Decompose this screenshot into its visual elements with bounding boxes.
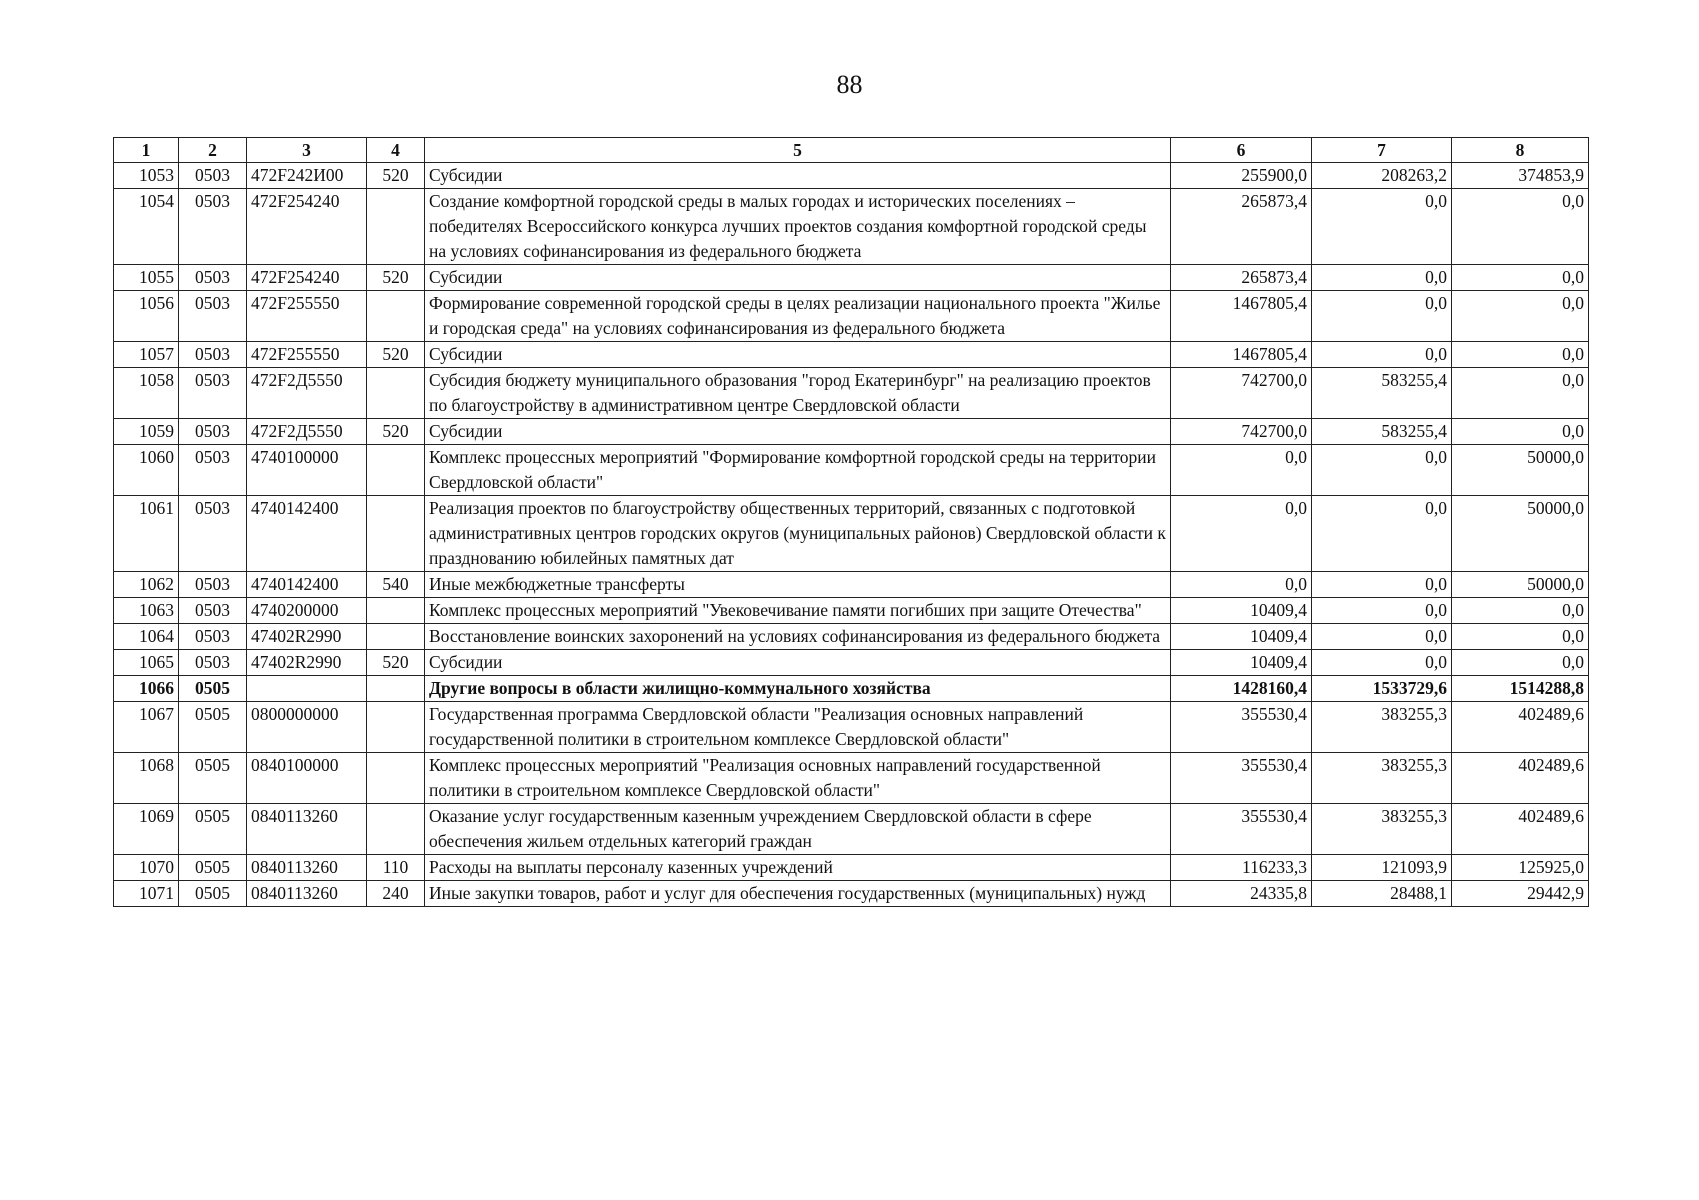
amount-cell-6: 355530,4 <box>1171 804 1312 855</box>
table-row <box>114 368 1589 419</box>
item-name-cell: Реализация проектов по благоустройству общественных территорий, связанных с подготовкой административных центров городских округов (муниципальных районов) Свердловской области к празднованию юбилейных памятных дат <box>425 496 1171 572</box>
amount-cell-8: 0,0 <box>1452 265 1589 291</box>
section-code-cell: 0505 <box>179 702 247 753</box>
row-number-cell: 1071 <box>114 881 179 907</box>
row-number-cell: 1058 <box>114 368 179 419</box>
budget-table <box>113 137 1589 907</box>
row-number-cell: 1067 <box>114 702 179 753</box>
row-number-cell: 1057 <box>114 342 179 368</box>
table-row <box>114 598 1589 624</box>
item-name-cell: Другие вопросы в области жилищно-коммунального хозяйства <box>425 676 1171 702</box>
section-code-cell: 0503 <box>179 650 247 676</box>
target-article-cell: 4740142400 <box>247 496 367 572</box>
amount-cell-6: 0,0 <box>1171 496 1312 572</box>
row-number-cell: 1059 <box>114 419 179 445</box>
amount-cell-6: 1467805,4 <box>1171 291 1312 342</box>
amount-cell-8: 0,0 <box>1452 189 1589 265</box>
section-code-cell: 0503 <box>179 189 247 265</box>
amount-cell-8: 50000,0 <box>1452 572 1589 598</box>
expense-type-cell: 520 <box>367 650 425 676</box>
row-number-cell: 1068 <box>114 753 179 804</box>
amount-cell-8: 0,0 <box>1452 419 1589 445</box>
table-row <box>114 291 1589 342</box>
expense-type-cell: 520 <box>367 163 425 189</box>
amount-cell-6: 355530,4 <box>1171 702 1312 753</box>
table-row <box>114 445 1589 496</box>
item-name-cell: Субсидии <box>425 650 1171 676</box>
table-body <box>114 163 1589 907</box>
amount-cell-8: 125925,0 <box>1452 855 1589 881</box>
table-row <box>114 624 1589 650</box>
amount-cell-8: 0,0 <box>1452 650 1589 676</box>
row-number-cell: 1055 <box>114 265 179 291</box>
amount-cell-8: 50000,0 <box>1452 445 1589 496</box>
expense-type-cell <box>367 189 425 265</box>
amount-cell-7: 583255,4 <box>1312 419 1452 445</box>
amount-cell-8: 402489,6 <box>1452 702 1589 753</box>
row-number-cell: 1064 <box>114 624 179 650</box>
amount-cell-6: 255900,0 <box>1171 163 1312 189</box>
row-number-cell: 1054 <box>114 189 179 265</box>
target-article-cell: 472F254240 <box>247 189 367 265</box>
expense-type-cell <box>367 496 425 572</box>
section-code-cell: 0505 <box>179 804 247 855</box>
target-article-cell: 47402R2990 <box>247 624 367 650</box>
column-header: 1 <box>114 138 179 163</box>
item-name-cell: Комплекс процессных мероприятий "Формирование комфортной городской среды на территории Свердловской области" <box>425 445 1171 496</box>
amount-cell-7: 0,0 <box>1312 342 1452 368</box>
item-name-cell: Создание комфортной городской среды в малых городах и исторических поселениях – победителях Всероссийского конкурса лучших проектов создания комфортной городской среды на условиях софинансирования из федерального бюджета <box>425 189 1171 265</box>
amount-cell-8: 1514288,8 <box>1452 676 1589 702</box>
amount-cell-7: 0,0 <box>1312 598 1452 624</box>
amount-cell-8: 0,0 <box>1452 598 1589 624</box>
expense-type-cell <box>367 445 425 496</box>
section-code-cell: 0503 <box>179 419 247 445</box>
amount-cell-8: 50000,0 <box>1452 496 1589 572</box>
item-name-cell: Иные межбюджетные трансферты <box>425 572 1171 598</box>
amount-cell-6: 10409,4 <box>1171 624 1312 650</box>
amount-cell-7: 0,0 <box>1312 496 1452 572</box>
expense-type-cell: 520 <box>367 342 425 368</box>
table-row <box>114 496 1589 572</box>
expense-type-cell <box>367 368 425 419</box>
section-code-cell: 0505 <box>179 881 247 907</box>
amount-cell-7: 0,0 <box>1312 624 1452 650</box>
target-article-cell: 0840113260 <box>247 804 367 855</box>
item-name-cell: Расходы на выплаты персоналу казенных учреждений <box>425 855 1171 881</box>
column-header: 5 <box>425 138 1171 163</box>
section-code-cell: 0503 <box>179 496 247 572</box>
section-code-cell: 0503 <box>179 163 247 189</box>
row-number-cell: 1056 <box>114 291 179 342</box>
row-number-cell: 1061 <box>114 496 179 572</box>
table-row <box>114 163 1589 189</box>
amount-cell-7: 583255,4 <box>1312 368 1452 419</box>
amount-cell-7: 0,0 <box>1312 265 1452 291</box>
table-row <box>114 342 1589 368</box>
amount-cell-6: 265873,4 <box>1171 265 1312 291</box>
table-row <box>114 572 1589 598</box>
table-row <box>114 265 1589 291</box>
target-article-cell: 47402R2990 <box>247 650 367 676</box>
target-article-cell: 0840100000 <box>247 753 367 804</box>
section-code-cell: 0503 <box>179 368 247 419</box>
row-number-cell: 1066 <box>114 676 179 702</box>
target-article-cell: 472F255550 <box>247 291 367 342</box>
expense-type-cell: 110 <box>367 855 425 881</box>
target-article-cell: 472F254240 <box>247 265 367 291</box>
amount-cell-6: 1467805,4 <box>1171 342 1312 368</box>
item-name-cell: Субсидии <box>425 163 1171 189</box>
expense-type-cell <box>367 291 425 342</box>
target-article-cell: 472F2Д5550 <box>247 419 367 445</box>
item-name-cell: Субсидии <box>425 419 1171 445</box>
column-header: 4 <box>367 138 425 163</box>
section-code-cell: 0505 <box>179 753 247 804</box>
table-row <box>114 702 1589 753</box>
amount-cell-7: 28488,1 <box>1312 881 1452 907</box>
expense-type-cell: 540 <box>367 572 425 598</box>
table-row <box>114 753 1589 804</box>
amount-cell-6: 265873,4 <box>1171 189 1312 265</box>
item-name-cell: Комплекс процессных мероприятий "Увековечивание памяти погибших при защите Отечества" <box>425 598 1171 624</box>
amount-cell-7: 383255,3 <box>1312 804 1452 855</box>
section-code-cell: 0505 <box>179 855 247 881</box>
target-article-cell: 4740100000 <box>247 445 367 496</box>
amount-cell-7: 383255,3 <box>1312 702 1452 753</box>
section-code-cell: 0503 <box>179 265 247 291</box>
section-code-cell: 0503 <box>179 445 247 496</box>
row-number-cell: 1070 <box>114 855 179 881</box>
target-article-cell: 472F242И00 <box>247 163 367 189</box>
section-code-cell: 0503 <box>179 342 247 368</box>
expense-type-cell <box>367 804 425 855</box>
row-number-cell: 1065 <box>114 650 179 676</box>
target-article-cell: 4740142400 <box>247 572 367 598</box>
row-number-cell: 1053 <box>114 163 179 189</box>
row-number-cell: 1060 <box>114 445 179 496</box>
amount-cell-8: 0,0 <box>1452 624 1589 650</box>
row-number-cell: 1062 <box>114 572 179 598</box>
amount-cell-8: 29442,9 <box>1452 881 1589 907</box>
column-header: 2 <box>179 138 247 163</box>
item-name-cell: Субсидия бюджету муниципального образования "город Екатеринбург" на реализацию проектов по благоустройству в административном центре Свердловской области <box>425 368 1171 419</box>
amount-cell-7: 0,0 <box>1312 445 1452 496</box>
column-header: 3 <box>247 138 367 163</box>
amount-cell-6: 24335,8 <box>1171 881 1312 907</box>
item-name-cell: Иные закупки товаров, работ и услуг для обеспечения государственных (муниципальных) нужд <box>425 881 1171 907</box>
amount-cell-6: 355530,4 <box>1171 753 1312 804</box>
target-article-cell: 4740200000 <box>247 598 367 624</box>
item-name-cell: Оказание услуг государственным казенным учреждением Свердловской области в сфере обеспечения жильем отдельных категорий граждан <box>425 804 1171 855</box>
item-name-cell: Субсидии <box>425 342 1171 368</box>
expense-type-cell <box>367 702 425 753</box>
table-row <box>114 650 1589 676</box>
expense-type-cell <box>367 598 425 624</box>
target-article-cell: 0840113260 <box>247 881 367 907</box>
target-article-cell: 0800000000 <box>247 702 367 753</box>
target-article-cell: 0840113260 <box>247 855 367 881</box>
amount-cell-6: 0,0 <box>1171 572 1312 598</box>
amount-cell-6: 742700,0 <box>1171 368 1312 419</box>
row-number-cell: 1069 <box>114 804 179 855</box>
amount-cell-8: 0,0 <box>1452 368 1589 419</box>
table-row <box>114 855 1589 881</box>
table-row <box>114 881 1589 907</box>
amount-cell-7: 383255,3 <box>1312 753 1452 804</box>
item-name-cell: Комплекс процессных мероприятий "Реализация основных направлений государственной политики в строительном комплексе Свердловской области" <box>425 753 1171 804</box>
section-code-cell: 0503 <box>179 598 247 624</box>
item-name-cell: Субсидии <box>425 265 1171 291</box>
amount-cell-8: 374853,9 <box>1452 163 1589 189</box>
amount-cell-6: 742700,0 <box>1171 419 1312 445</box>
amount-cell-6: 1428160,4 <box>1171 676 1312 702</box>
section-code-cell: 0503 <box>179 572 247 598</box>
expense-type-cell: 520 <box>367 419 425 445</box>
item-name-cell: Государственная программа Свердловской области "Реализация основных направлений государственной политики в строительном комплексе Свердловской области" <box>425 702 1171 753</box>
amount-cell-8: 402489,6 <box>1452 804 1589 855</box>
table-row <box>114 189 1589 265</box>
amount-cell-8: 402489,6 <box>1452 753 1589 804</box>
amount-cell-7: 121093,9 <box>1312 855 1452 881</box>
page-number: 88 <box>836 70 863 99</box>
section-code-cell: 0503 <box>179 624 247 650</box>
amount-cell-7: 0,0 <box>1312 291 1452 342</box>
table-row <box>114 804 1589 855</box>
table-row <box>114 676 1589 702</box>
column-header: 6 <box>1171 138 1312 163</box>
expense-type-cell: 520 <box>367 265 425 291</box>
item-name-cell: Восстановление воинских захоронений на условиях софинансирования из федерального бюджета <box>425 624 1171 650</box>
amount-cell-6: 116233,3 <box>1171 855 1312 881</box>
expense-type-cell <box>367 676 425 702</box>
column-header: 7 <box>1312 138 1452 163</box>
expense-type-cell <box>367 624 425 650</box>
table-row <box>114 419 1589 445</box>
row-number-cell: 1063 <box>114 598 179 624</box>
amount-cell-7: 208263,2 <box>1312 163 1452 189</box>
target-article-cell <box>247 676 367 702</box>
amount-cell-6: 10409,4 <box>1171 650 1312 676</box>
target-article-cell: 472F2Д5550 <box>247 368 367 419</box>
item-name-cell: Формирование современной городской среды в целях реализации национального проекта "Жилье и городская среда" на условиях софинансирования из федерального бюджета <box>425 291 1171 342</box>
column-header: 8 <box>1452 138 1589 163</box>
expense-type-cell: 240 <box>367 881 425 907</box>
section-code-cell: 0503 <box>179 291 247 342</box>
amount-cell-7: 0,0 <box>1312 189 1452 265</box>
expense-type-cell <box>367 753 425 804</box>
amount-cell-7: 0,0 <box>1312 650 1452 676</box>
amount-cell-8: 0,0 <box>1452 291 1589 342</box>
table-header-row <box>114 138 1589 163</box>
amount-cell-7: 1533729,6 <box>1312 676 1452 702</box>
amount-cell-7: 0,0 <box>1312 572 1452 598</box>
amount-cell-8: 0,0 <box>1452 342 1589 368</box>
target-article-cell: 472F255550 <box>247 342 367 368</box>
amount-cell-6: 10409,4 <box>1171 598 1312 624</box>
amount-cell-6: 0,0 <box>1171 445 1312 496</box>
section-code-cell: 0505 <box>179 676 247 702</box>
